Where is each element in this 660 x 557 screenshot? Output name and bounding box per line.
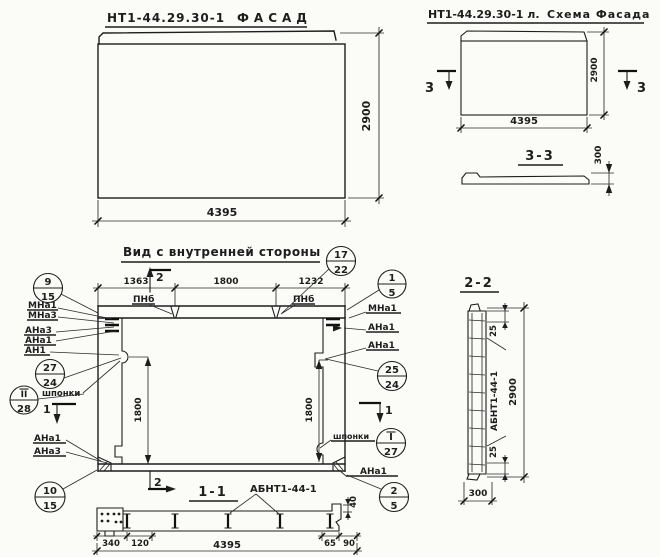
abnt-label-1-1 xyxy=(230,484,317,514)
dim-120: 120 xyxy=(131,539,149,549)
taper-line-top xyxy=(487,338,506,350)
svg-text:15: 15 xyxy=(41,292,55,303)
rebar-dots xyxy=(101,513,123,524)
left-rib-profile xyxy=(115,318,128,464)
marker-2-label: 2 xyxy=(156,271,164,284)
facade-panel-outline xyxy=(98,44,345,198)
section-2-2 xyxy=(458,276,529,505)
facade-dim-height xyxy=(340,27,384,204)
seam-notch-right xyxy=(272,307,280,317)
label-ana3: АНа3 xyxy=(25,326,52,336)
pnb-label-left xyxy=(132,294,172,314)
marker-3-label: 3 xyxy=(637,81,647,96)
section-3-3 xyxy=(462,146,614,196)
dims-1-1-left xyxy=(93,532,156,549)
dim-1800-right: 1800 xyxy=(305,397,315,423)
svg-text:2: 2 xyxy=(390,486,398,497)
svg-text:I: I xyxy=(389,432,393,443)
svg-text:ПНб: ПНб xyxy=(293,295,315,305)
facade-view xyxy=(92,11,384,227)
svg-text:24: 24 xyxy=(43,378,57,389)
schema-top-strip xyxy=(461,31,587,41)
svg-text:5: 5 xyxy=(390,501,398,512)
facade-top-strip xyxy=(99,31,336,44)
pylon-outline-2-2 xyxy=(467,304,506,480)
svg-text:2900: 2900 xyxy=(508,378,519,406)
section-3-3-dim xyxy=(591,146,614,196)
inner-title: Вид с внутренней стороны xyxy=(123,245,321,259)
svg-text:22: 22 xyxy=(334,265,348,276)
shponki-label-right xyxy=(320,432,375,448)
svg-text:25: 25 xyxy=(489,446,499,458)
dim-1232: 1232 xyxy=(298,277,324,287)
dim-65: 65 xyxy=(324,539,336,549)
svg-text:1: 1 xyxy=(388,273,396,284)
label-an1: АН1 xyxy=(25,346,46,356)
label-ana1-bl: АНа1 xyxy=(34,434,61,444)
schema-title-name: Схема Фасада xyxy=(547,8,651,21)
bottom-hook xyxy=(467,474,480,480)
section-1-1-title: 1-1 xyxy=(198,485,228,500)
callout-27-24 xyxy=(36,358,122,389)
schema-dim-height xyxy=(587,27,609,120)
dim-4395-bottom: 4395 xyxy=(213,540,241,551)
right-labels xyxy=(325,304,401,359)
abnt-label-2-2: АБНТ1-44-1 xyxy=(490,370,500,432)
callout-25-24 xyxy=(326,359,407,391)
slab-outline-1-1 xyxy=(97,504,341,536)
dim-340: 340 xyxy=(102,539,120,549)
svg-text:5: 5 xyxy=(388,288,396,299)
left-anchor-marks xyxy=(105,319,119,331)
callout-10-15 xyxy=(35,470,97,512)
top-hook xyxy=(469,304,480,311)
schema-panel-outline xyxy=(461,41,587,115)
marker-3-label: 3 xyxy=(425,81,435,96)
dim-1800-left: 1800 xyxy=(134,397,144,423)
svg-text:шпонки: шпонки xyxy=(333,432,370,441)
dim-90: 90 xyxy=(343,539,355,549)
label-mna3: МНа3 xyxy=(28,311,57,321)
facade-title-name: ФАСАД xyxy=(237,11,312,25)
svg-text:25: 25 xyxy=(385,365,399,376)
section-3-3-slab xyxy=(462,173,589,184)
section-marker-3-left xyxy=(425,71,456,96)
svg-text:ПНб: ПНб xyxy=(133,295,155,305)
section-marker-1-right xyxy=(359,403,393,423)
svg-text:24: 24 xyxy=(385,380,399,391)
right-anchor-marks xyxy=(326,319,340,325)
schema-title-code: НТ1-44.29.30-1 л. xyxy=(428,8,540,21)
section-2-2-title: 2-2 xyxy=(464,276,494,291)
marker-1-label: 1 xyxy=(385,404,393,417)
dims-1-1-right xyxy=(318,532,361,549)
inner-panel-outline xyxy=(98,306,345,471)
inner-dim-left-1800 xyxy=(129,357,151,464)
svg-text:17: 17 xyxy=(334,250,348,261)
facade-dim-width-label: 4395 xyxy=(206,206,238,219)
section-marker-2-bottom xyxy=(148,471,176,493)
dim-1363: 1363 xyxy=(123,277,149,287)
svg-text:27: 27 xyxy=(43,363,57,374)
reinforcement-ladder xyxy=(469,313,485,472)
svg-text:II: II xyxy=(20,390,28,400)
schema-dim-width-label: 4395 xyxy=(510,116,538,127)
inner-dim-right-1800 xyxy=(305,360,328,462)
callout-I-27 xyxy=(377,429,406,459)
dim-40 xyxy=(343,496,359,520)
svg-text:28: 28 xyxy=(17,404,31,415)
svg-text:300: 300 xyxy=(468,489,488,499)
facade-dim-width xyxy=(92,200,351,227)
label-ana3-bl: АНа3 xyxy=(34,447,61,457)
svg-text:25: 25 xyxy=(489,325,499,337)
label-mna1: МНа1 xyxy=(28,301,57,311)
label-ana1-r2: АНа1 xyxy=(368,341,395,351)
dim-1800-top: 1800 xyxy=(213,277,239,287)
facade-title-code: НТ1-44.29.30-1 xyxy=(107,11,226,25)
section-marker-3-right xyxy=(618,71,646,96)
svg-text:АБНТ1-44-1: АБНТ1-44-1 xyxy=(250,484,317,495)
section-3-3-dim-label: 300 xyxy=(594,145,604,165)
section-1-1 xyxy=(92,484,362,555)
svg-text:40: 40 xyxy=(349,496,359,508)
bottom-left-labels xyxy=(33,434,107,463)
schema-view xyxy=(425,8,650,133)
label-mna1-r: МНа1 xyxy=(368,304,397,314)
rebar-bars xyxy=(124,514,333,528)
svg-text:15: 15 xyxy=(43,501,57,512)
pnb-label-right xyxy=(281,294,315,314)
label-ana1-r1: АНа1 xyxy=(368,323,395,333)
marker-2-label: 2 xyxy=(154,476,162,489)
schema-dim-width xyxy=(456,116,592,133)
svg-text:АНа1: АНа1 xyxy=(360,467,387,477)
dim-300-2-2 xyxy=(458,482,497,505)
left-labels xyxy=(24,301,119,356)
svg-text:27: 27 xyxy=(384,447,398,458)
schema-dim-height-label: 2900 xyxy=(590,57,600,83)
section-marker-1-left xyxy=(43,403,76,424)
svg-text:10: 10 xyxy=(43,486,57,497)
svg-text:9: 9 xyxy=(44,277,52,288)
section-3-3-title: 3-3 xyxy=(525,149,555,164)
svg-text:шпонки: шпонки xyxy=(42,389,81,399)
marker-1-label: 1 xyxy=(43,403,51,416)
taper-line-bottom xyxy=(487,436,506,446)
seam-notch-left xyxy=(171,307,179,317)
inner-view xyxy=(10,245,409,512)
facade-dim-height-label: 2900 xyxy=(360,100,373,132)
label-ana1: АНа1 xyxy=(25,336,52,346)
